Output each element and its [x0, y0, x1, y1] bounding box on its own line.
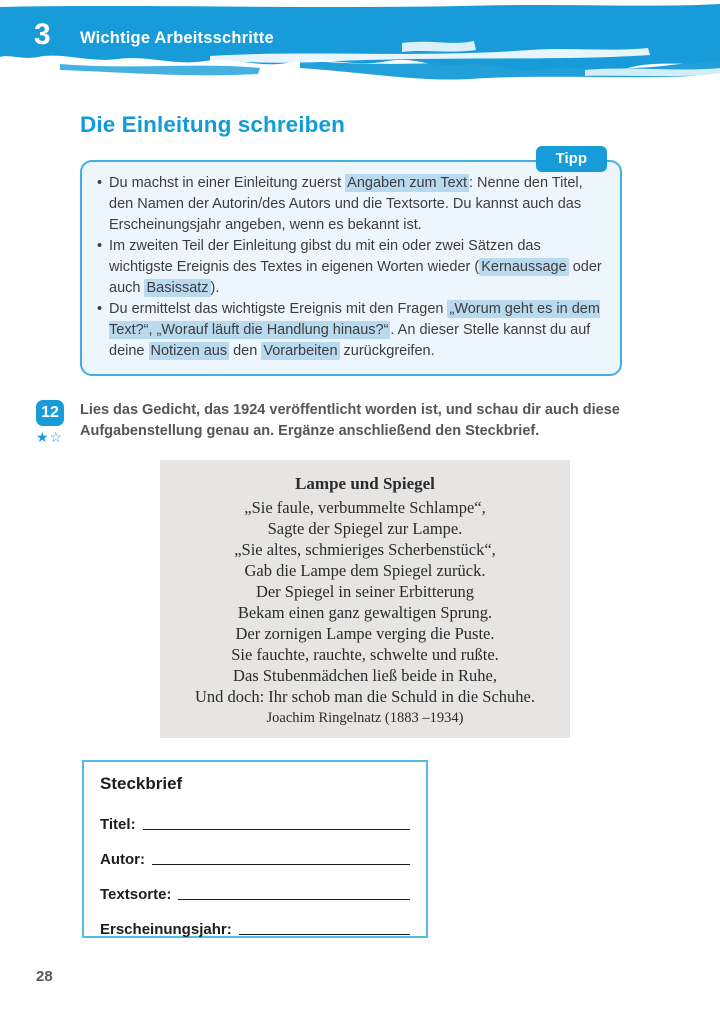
field-row-autor: [100, 833, 410, 868]
write-in-line[interactable]: [143, 829, 410, 830]
poem-title: Lampe und Spiegel: [295, 474, 435, 493]
tip-box: [80, 150, 622, 376]
field-label: Titel:: [100, 816, 136, 833]
field-label: Autor:: [100, 851, 145, 868]
tip-bullet: [96, 173, 607, 236]
field-label: Erscheinungsjahr:: [100, 921, 232, 938]
poem-card: [160, 460, 570, 738]
page-title: Die Einleitung schreiben: [80, 112, 345, 137]
poem-line: Gab die Lampe dem Spiegel zurück.: [244, 561, 486, 580]
steckbrief-box: [82, 760, 428, 938]
tip-list: [96, 173, 607, 362]
poem-line: Der zornigen Lampe verging die Puste.: [235, 624, 495, 643]
text-segment: oder auch: [109, 259, 602, 296]
exercise-block: [36, 400, 720, 446]
highlighted-phrase: Angaben zum Text: [347, 175, 467, 191]
text-segment: den: [229, 343, 262, 359]
poem-author: Joachim Ringelnatz (1883 –1934): [266, 710, 464, 726]
text-segment: Im zweiten Teil der Einleitung gibst du mit ein oder zwei Sätzen das wichtigste Ereignis des Textes in eigenen Worten wieder (: [109, 238, 541, 275]
tip-box-body: [80, 160, 622, 376]
difficulty-stars-icon: ★☆: [36, 429, 64, 445]
exercise-marker-column: [36, 400, 80, 446]
poem-line: „Sie altes, schmieriges Scherbenstück“,: [234, 540, 496, 559]
chapter-banner: [0, 0, 720, 95]
steckbrief-title: Steckbrief: [100, 774, 183, 793]
highlighted-phrase: „Worum geht es in dem Text?“, „Worauf läuft die Handlung hinaus?“: [109, 301, 600, 338]
tip-bullet: [96, 299, 607, 362]
exercise-number-badge: 12: [36, 400, 64, 426]
field-label: Textsorte:: [100, 886, 172, 903]
poem-line: Bekam einen ganz gewaltigen Sprung.: [237, 603, 493, 622]
write-in-line[interactable]: [178, 899, 410, 900]
text-segment: . An dieser Stelle kannst du auf deine: [109, 322, 591, 359]
write-in-line[interactable]: [152, 864, 410, 865]
highlighted-phrase: Basissatz: [146, 280, 209, 296]
poem-line: Der Spiegel in seiner Erbitterung: [255, 582, 475, 601]
highlighted-phrase: Vorarbeiten: [263, 343, 338, 359]
tip-tab-badge: Tipp: [536, 146, 607, 172]
field-row-titel: [100, 798, 410, 833]
poem-line: „Sie faule, verbummelte Schlampe“,: [244, 498, 486, 517]
poem-line: Sagte der Spiegel zur Lampe.: [267, 519, 463, 538]
poem-line: Das Stubenmädchen ließ beide in Ruhe,: [233, 666, 497, 685]
chapter-number: 3: [34, 18, 51, 51]
tip-bullet: [96, 236, 607, 299]
chapter-title: Wichtige Arbeitsschritte: [80, 29, 274, 47]
poem-line: Und doch: Ihr schob man die Schuld in die Schuhe.: [194, 687, 536, 706]
text-segment: Du machst in einer Einleitung zuerst: [109, 175, 346, 191]
poem-line: Sie fauchte, rauchte, schwelte und rußte.: [231, 645, 499, 664]
field-row-erscheinungsjahr: [100, 903, 410, 938]
text-segment: zurückgreifen.: [339, 343, 435, 359]
text-segment: : Nenne den Titel, den Namen der Autorin/des Autors und die Textsorte. Du kannst auch das Erscheinungsjahr angeben, wenn es bekannt ist.: [109, 175, 583, 233]
exercise-instruction: Lies das Gedicht, das 1924 veröffentlicht worden ist, und schau dir auch diese Aufgabenstellung genau an. Ergänze anschließend den Steckbrief.: [80, 402, 620, 439]
field-row-textsorte: [100, 868, 410, 903]
highlighted-phrase: Notizen aus: [150, 343, 228, 359]
page-number: 28: [36, 968, 53, 985]
write-in-line[interactable]: [239, 934, 410, 935]
text-segment: ).: [210, 280, 220, 296]
highlighted-phrase: Kernaussage: [481, 259, 567, 275]
text-segment: Du ermittelst das wichtigste Ereignis mit den Fragen: [109, 301, 448, 317]
